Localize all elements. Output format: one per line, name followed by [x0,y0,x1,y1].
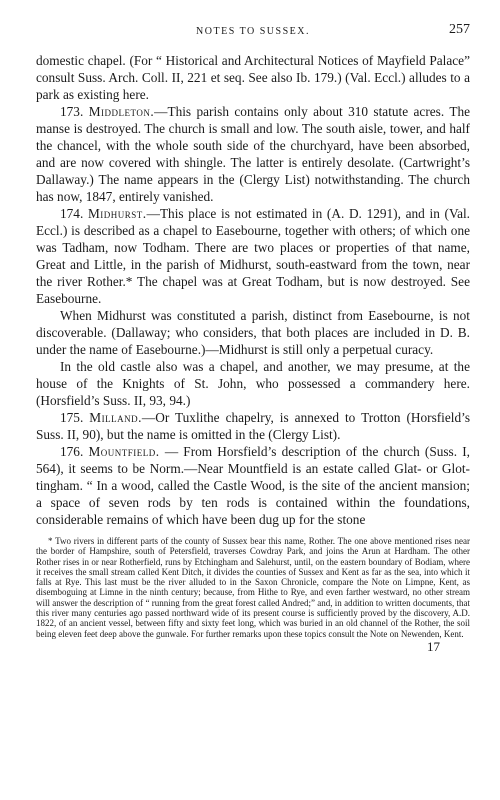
entry-text: —This parish contains only about 310 statute acres. The manse is destroyed. The church is small and low. The south aisle, tower, and half the chancel, with the whole south side of the churchyard, have been absorbed, and are now covered with shingle. The latter is entirely desolate. (Cartwright’s Dallaway.) The name appears in the (Clergy List) notwithstanding. The church has now, 1847, entirely vanished. [36,104,470,204]
entry-176 [36,443,470,528]
page-number: 257 [449,22,470,37]
entry-number: 176. [60,444,84,459]
entry-number: 175. [60,410,84,425]
running-head [36,22,470,42]
running-title: NOTES TO SUSSEX. [196,26,310,37]
paragraph-text: domestic chapel. (For “ Historical and Architectural Notices of Mayfield Palace” consult Suss. Arch. Coll. II, 221 et seq. See also Ib. 179.) (Val. Eccl.) alludes to a park as existing here. [36,53,470,102]
paragraph-continued [36,52,470,103]
footnote: * Two rivers in different parts of the county of Sussex bear this name, Rother. The one above mentioned rises near the border of Hampshire, south of Petersfield, traverses Cowdray Park, and joins the Arun at Hardham. The other Rother rises in or near Rotherfield, runs by Etchingham and Salehurst, until, on the eastern boundary of Bodiam, where it receives the small stream called Kent Ditch, it divides the counties of Sussex and Kent as far as the sea, into which it falls at Rye. This last must be the river alluded to in the Saxon Chronicle, compare the Note on Limpne, Kent, as disemboguing at Limne in the ninth century; because, from Hithe to Rye, and even farther westward, no other stream will answer the description of “ running from the great forest called Andred;” and, in addition to written documents, that this river many centuries ago passed northward wide of its present course is sufficiently proved by the discovery, A.D. 1822, of an ancient vessel, between fifty and sixty feet long, which was buried in an old channel of the Rother, the soil being eleven feet deep above the gunwale. For further remarks upon these topics consult the Note on Newenden, Kent. [36,536,470,639]
paragraph [36,307,470,358]
entry-text: —This place is not estimated in (A. D. 1291), and in (Val. Eccl.) is described as a chapel to Easebourne, together with others; of which one was Tadham, now Todham. There are two places or properties of that name, Great and Little, in the parish of Midhurst, south-eastward from the town, near the river Rother.* The chapel was at Great Todham, but is now destroyed. See Easebourne. [36,206,471,306]
body-text [36,52,470,528]
entry-175 [36,409,470,443]
paragraph [36,358,470,409]
entry-173 [36,103,470,205]
entry-text: — From Horsfield’s description of the church (Suss. I, 564), it seems to be Norm.—Near Mountfield is an estate called Glat- or Glot-tingham. “ In a wood, called the Castle Wood, is the site of the ancient mansion; a space of seven rods by ten rods is contained within the foundations, considerable remains of which have been dug up for the stone [36,444,470,527]
entry-heading: Middleton. [88,104,155,119]
entry-heading: Midhurst. [87,206,147,221]
footnote-block [36,536,470,655]
entry-number: 174. [60,206,84,221]
entry-heading: Milland. [89,410,142,425]
entry-heading: Mountfield. [88,444,160,459]
paragraph-text: In the old castle also was a chapel, and another, we may presume, at the house of the Knights of St. John, who possessed a commandery here. (Horsfield’s Suss. II, 93, 94.) [36,359,470,408]
entry-text: —Or Tuxlithe chapelry, is annexed to Trotton (Horsfield’s Suss. II, 90), but the name is omitted in the (Clergy List). [36,410,470,442]
signature-mark: 17 [427,638,440,654]
paragraph-text: When Midhurst was constituted a parish, distinct from Easebourne, is not discoverable. (Dallaway; who considers, that both places are included in D. B. under the name of Easebourne.)—Midhurst is still only a perpetual curacy. [36,308,470,357]
entry-number: 173. [60,104,84,119]
entry-174 [36,205,470,307]
